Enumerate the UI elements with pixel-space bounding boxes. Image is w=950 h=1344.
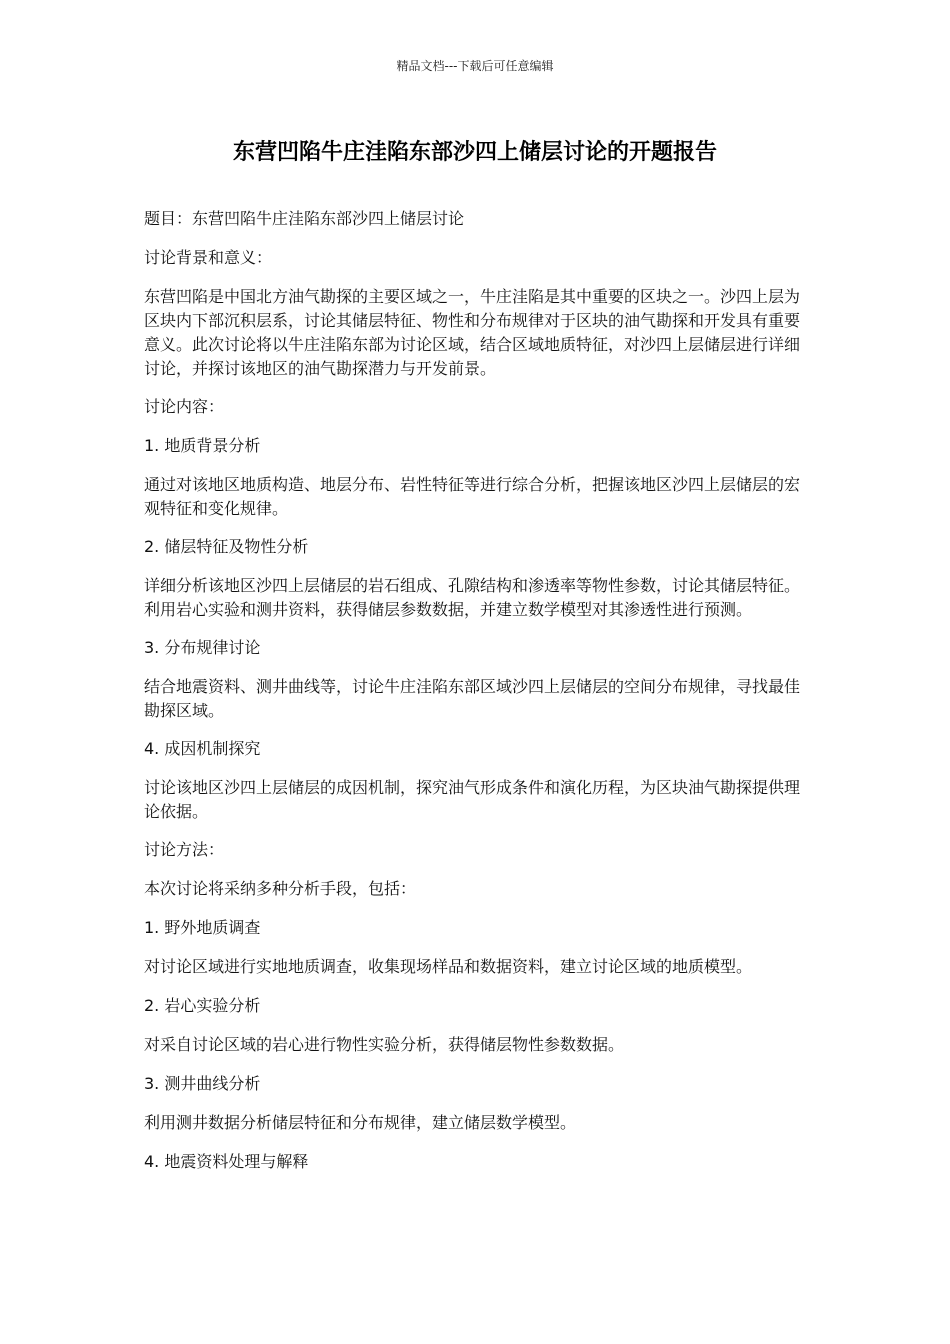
document-body (144, 207, 808, 1189)
content-item-text: 详细分析该地区沙四上层储层的岩石组成、孔隙结构和渗透率等物性参数，讨论其储层特征。利用岩心实验和测井资料，获得储层参数数据，并建立数学模型对其渗透性进行预测。 (144, 576, 801, 619)
header-note: 精品文档---下载后可任意编辑 (396, 59, 554, 73)
content-item-heading: 2. 储层特征及物性分析 (144, 537, 309, 556)
method-item-heading: 2. 岩心实验分析 (144, 996, 261, 1015)
method-item-heading: 4. 地震资料处理与解释 (144, 1152, 309, 1171)
content-item-heading: 1. 地质背景分析 (144, 436, 261, 455)
section-heading-content: 讨论内容： (144, 397, 225, 416)
topic-line: 题目：东营凹陷牛庄洼陷东部沙四上储层讨论 (144, 209, 465, 228)
section-heading-method: 讨论方法： (144, 840, 225, 859)
content-item-heading: 3. 分布规律讨论 (144, 638, 261, 657)
method-item-heading: 1. 野外地质调查 (144, 918, 261, 937)
method-item-text: 对讨论区域进行实地地质调查，收集现场样品和数据资料，建立讨论区域的地质模型。 (144, 957, 753, 976)
method-item-heading: 3. 测井曲线分析 (144, 1074, 261, 1093)
content-item-text: 结合地震资料、测井曲线等，讨论牛庄洼陷东部区域沙四上层储层的空间分布规律，寻找最佳勘探区域。 (144, 677, 801, 720)
method-item-text: 对采自讨论区域的岩心进行物性实验分析，获得储层物性参数数据。 (144, 1035, 625, 1054)
background-paragraph: 东营凹陷是中国北方油气勘探的主要区域之一，牛庄洼陷是其中重要的区块之一。沙四上层为区块内下部沉积层系，讨论其储层特征、物性和分布规律对于区块的油气勘探和开发具有重要意义。此次讨论将以牛庄洼陷东部为讨论区域，结合区域地质特征，对沙四上层储层进行详细讨论，并探讨该地区的油气勘探潜力与开发前景。 (144, 287, 801, 378)
method-item-text: 利用测井数据分析储层特征和分布规律，建立储层数学模型。 (144, 1113, 577, 1132)
document-title: 东营凹陷牛庄洼陷东部沙四上储层讨论的开题报告 (232, 140, 717, 165)
method-intro: 本次讨论将采纳多种分析手段，包括： (144, 879, 417, 898)
content-item-text: 通过对该地区地质构造、地层分布、岩性特征等进行综合分析，把握该地区沙四上层储层的宏观特征和变化规律。 (144, 475, 801, 518)
content-item-heading: 4. 成因机制探究 (144, 739, 261, 758)
section-heading-background: 讨论背景和意义： (144, 248, 273, 267)
content-item-text: 讨论该地区沙四上层储层的成因机制，探究油气形成条件和演化历程，为区块油气勘探提供理论依据。 (144, 778, 801, 821)
